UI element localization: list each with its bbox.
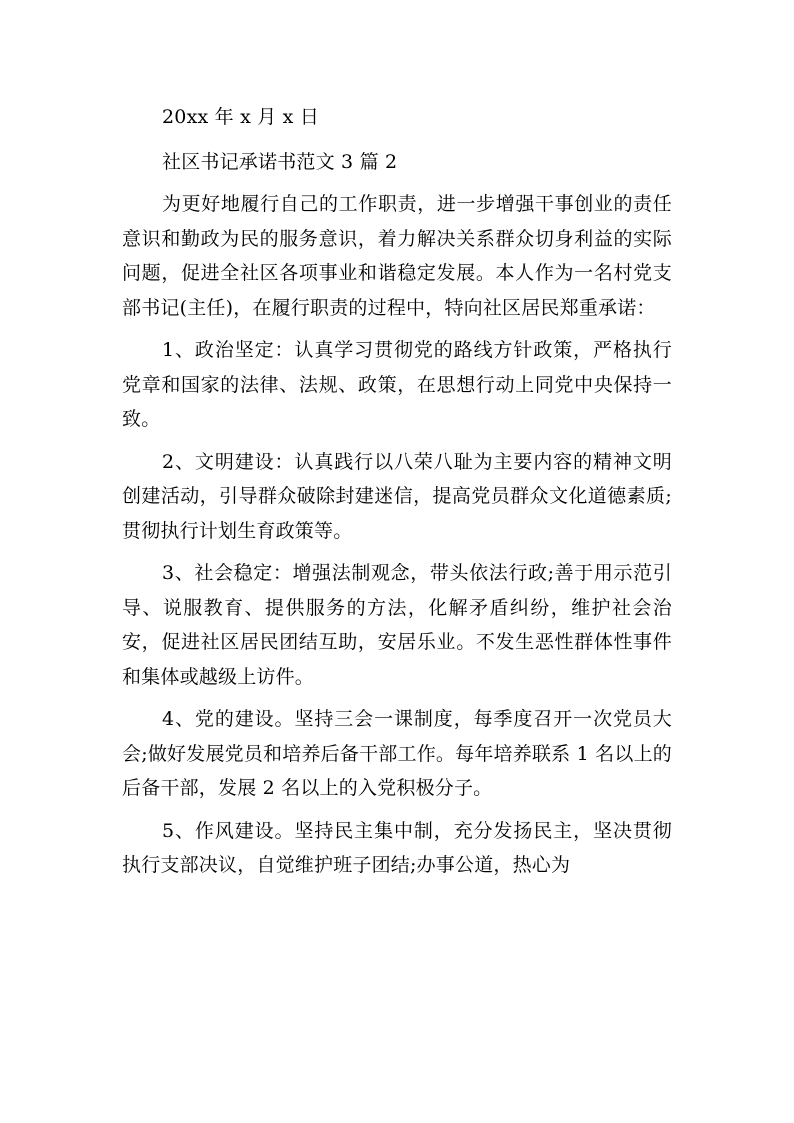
commitment-social-stability: 3、社会稳定：增强法制观念，带头依法行政;善于用示范引导、说服教育、提供服务的方法，化解矛盾纠纷，维护社会治安，促进社区居民团结互助，安居乐业。不发生恶性群体性事件和集体或越级上访件。 xyxy=(122,562,672,688)
document-body xyxy=(122,100,672,883)
commitment-work-style: 5、作风建设。坚持民主集中制，充分发扬民主，坚决贯彻执行支部决议，自觉维护班子团结;办事公道，热心为 xyxy=(122,819,672,876)
date-line: 20xx 年 x 月 x 日 xyxy=(162,106,320,128)
commitment-civilization: 2、文明建设：认真践行以八荣八耻为主要内容的精神文明创建活动，引导群众破除封建迷信，提高党员群众文化道德素质;贯彻执行计划生育政策等。 xyxy=(122,450,672,542)
commitment-party-building: 4、党的建设。坚持三会一课制度，每季度召开一次党员大会;做好发展党员和培养后备干部工作。每年培养联系 1 名以上的后备干部，发展 2 名以上的入党积极分子。 xyxy=(122,708,672,799)
commitment-political: 1、政治坚定：认真学习贯彻党的路线方针政策，严格执行党章和国家的法律、法规、政策，在思想行动上同党中央保持一致。 xyxy=(122,339,672,430)
intro-paragraph: 为更好地履行自己的工作职责，进一步增强干事创业的责任意识和勤政为民的服务意识，着力解决关系群众切身利益的实际问题，促进全社区各项事业和谐稳定发展。本人作为一名村党支部书记(主任)，在履行职责的过程中，特向社区居民郑重承诺： xyxy=(122,193,672,319)
document-title: 社区书记承诺书范文 3 篇 2 xyxy=(162,150,398,173)
